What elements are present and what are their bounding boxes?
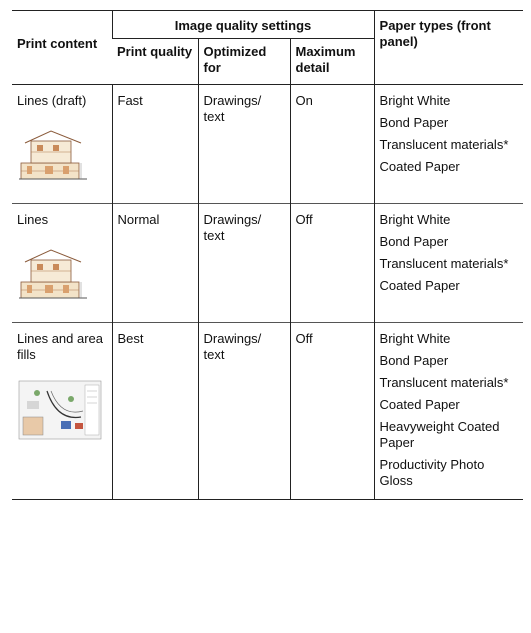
- house-section-drawing-icon: [17, 123, 91, 189]
- paper-type: Heavyweight Coated Paper: [379, 419, 500, 450]
- paper-type: Productivity Photo Gloss: [379, 457, 485, 488]
- header-image-quality-settings: Image quality settings: [112, 11, 374, 39]
- paper-type: Coated Paper: [379, 159, 460, 174]
- paper-type: Bond Paper: [379, 115, 449, 130]
- print-content-label: Lines (draft): [17, 93, 87, 108]
- paper-type: Bright White: [379, 93, 451, 108]
- maximum-detail-cell: Off: [290, 323, 374, 500]
- header-optimized-for: Optimized for: [198, 39, 290, 85]
- paper-type: Coated Paper: [379, 278, 460, 293]
- paper-type: Translucent materials*: [379, 375, 509, 390]
- print-quality-table: [12, 10, 523, 500]
- print-content-cell: [12, 323, 112, 500]
- print-content-label: Lines: [17, 212, 49, 227]
- house-section-drawing-icon: [17, 242, 91, 308]
- paper-type: Bond Paper: [379, 353, 449, 368]
- header-paper-types: Paper types (front panel): [374, 11, 523, 85]
- print-quality-cell: Normal: [112, 204, 198, 323]
- site-plan-drawing-icon: [17, 377, 103, 443]
- maximum-detail-cell: Off: [290, 204, 374, 323]
- table-row: [12, 85, 523, 204]
- paper-type: Translucent materials*: [379, 256, 509, 271]
- header-maximum-detail: Maximum detail: [290, 39, 374, 85]
- paper-type: Coated Paper: [379, 397, 460, 412]
- optimized-for-cell: Drawings/ text: [198, 204, 290, 323]
- print-quality-cell: Fast: [112, 85, 198, 204]
- paper-type: Bright White: [379, 331, 451, 346]
- print-quality-cell: Best: [112, 323, 198, 500]
- print-content-label: Lines and area fills: [17, 331, 104, 362]
- header-print-quality: Print quality: [112, 39, 198, 85]
- table-row: [12, 323, 523, 500]
- table-row: [12, 204, 523, 323]
- print-content-cell: [12, 85, 112, 204]
- paper-types-cell: [374, 323, 523, 500]
- print-content-cell: [12, 204, 112, 323]
- paper-type: Translucent materials*: [379, 137, 509, 152]
- paper-types-cell: [374, 85, 523, 204]
- optimized-for-cell: Drawings/ text: [198, 85, 290, 204]
- optimized-for-cell: Drawings/ text: [198, 323, 290, 500]
- paper-type: Bright White: [379, 212, 451, 227]
- maximum-detail-cell: On: [290, 85, 374, 204]
- header-print-content: Print content: [12, 11, 112, 85]
- paper-types-cell: [374, 204, 523, 323]
- paper-type: Bond Paper: [379, 234, 449, 249]
